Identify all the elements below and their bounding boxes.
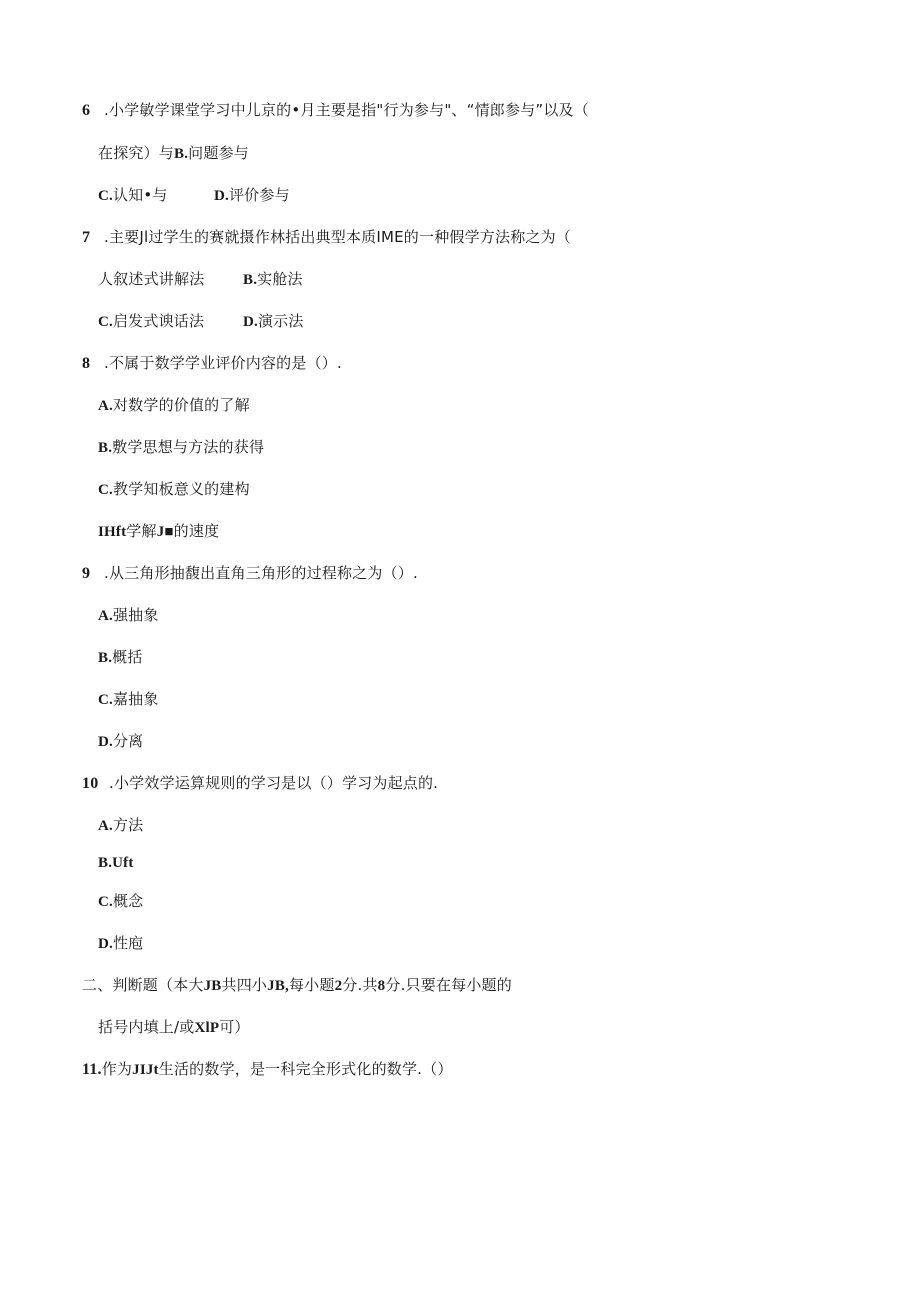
section-heading bbox=[82, 975, 512, 996]
question-number: 9 bbox=[82, 565, 91, 582]
option-text: 对数学的价值的了解 bbox=[112, 396, 250, 414]
option-tag: D. bbox=[214, 188, 229, 204]
question-text: 生活的数学，是一科完全形式化的数学.（） bbox=[158, 1060, 453, 1078]
section-text: 二、判断题（本大 bbox=[82, 976, 204, 994]
question-8-option-d bbox=[98, 521, 219, 542]
question-number: 8 bbox=[82, 355, 91, 372]
section-bold: JB, bbox=[267, 978, 289, 994]
option-tag: A. bbox=[98, 398, 113, 414]
question-bold: JIJt bbox=[132, 1062, 159, 1078]
question-10-option-a bbox=[98, 815, 143, 836]
question-10-option-d bbox=[98, 933, 143, 954]
question-8 bbox=[82, 353, 342, 374]
option-text: 人叙述式讲解法 bbox=[98, 270, 205, 288]
section-bold: 8 bbox=[377, 978, 386, 994]
option-tag: D. bbox=[98, 734, 113, 750]
section-bold: XlP bbox=[194, 1020, 220, 1036]
question-number: 10 bbox=[82, 775, 99, 792]
option-tag: C. bbox=[98, 894, 113, 910]
option-text: 敷学思想与方法的获得 bbox=[112, 438, 265, 456]
question-6-continuation bbox=[98, 143, 249, 164]
option-text: 学解 bbox=[126, 522, 157, 540]
question-8-option-c bbox=[98, 479, 250, 500]
option-text: 问题参与 bbox=[188, 144, 249, 162]
option-text: 启发式谀话法 bbox=[112, 312, 205, 330]
option-tag: C. bbox=[98, 692, 113, 708]
question-text: 作为 bbox=[101, 1060, 133, 1078]
question-9 bbox=[82, 563, 418, 584]
option-tag-2: J■ bbox=[156, 524, 174, 540]
question-9-option-d bbox=[98, 731, 143, 752]
option-text: 方法 bbox=[112, 816, 144, 834]
option-tag: B.Uft bbox=[98, 855, 134, 871]
option-tag: B. bbox=[174, 146, 189, 162]
question-9-option-c bbox=[98, 689, 159, 710]
question-6 bbox=[82, 100, 589, 121]
question-text: .不属于数学学业评价内容的是（）. bbox=[104, 354, 342, 372]
section-text: 分.只要在每小题的 bbox=[385, 976, 512, 994]
section-text: 共四小 bbox=[221, 976, 268, 994]
question-number: 11. bbox=[82, 1061, 102, 1078]
option-tag: B. bbox=[243, 272, 258, 288]
section-text: 分.共 bbox=[342, 976, 378, 994]
question-8-option-a bbox=[98, 395, 250, 416]
option-tag: C. bbox=[98, 314, 113, 330]
question-6-option-d bbox=[214, 185, 290, 206]
question-6-option-c bbox=[98, 185, 168, 206]
question-7-option-b bbox=[243, 269, 303, 290]
section-text: 括号内填上/或 bbox=[98, 1018, 195, 1036]
section-bold: JB bbox=[203, 978, 222, 994]
question-number: 7 bbox=[82, 229, 91, 246]
option-text: 评价参与 bbox=[228, 186, 290, 204]
question-9-option-b bbox=[98, 647, 143, 668]
question-7 bbox=[82, 227, 571, 248]
option-text: 概括 bbox=[112, 648, 143, 666]
option-tag: D. bbox=[98, 936, 113, 952]
option-tag: A. bbox=[98, 818, 113, 834]
option-tag: B. bbox=[98, 650, 113, 666]
option-tag: C. bbox=[98, 188, 113, 204]
option-text: 演示法 bbox=[257, 312, 304, 330]
option-tag: A. bbox=[98, 608, 113, 624]
option-text: 认知•与 bbox=[112, 186, 168, 204]
option-tag: C. bbox=[98, 482, 113, 498]
option-text: 嘉抽象 bbox=[112, 690, 159, 708]
option-text: 性庖 bbox=[112, 934, 144, 952]
question-11 bbox=[82, 1059, 453, 1080]
option-tag: B. bbox=[98, 440, 113, 456]
section-text: 每小题 bbox=[288, 976, 335, 994]
option-tag: D. bbox=[243, 314, 258, 330]
section-text: 可） bbox=[219, 1018, 250, 1036]
option-text: 实舱法 bbox=[257, 270, 303, 288]
question-7-option-a bbox=[98, 269, 204, 289]
question-9-option-a bbox=[98, 605, 159, 626]
question-7-option-d bbox=[243, 311, 304, 332]
question-7-option-c bbox=[98, 311, 204, 332]
option-text: 教学知板意义的建构 bbox=[112, 480, 250, 498]
option-text: 概念 bbox=[112, 892, 144, 910]
section-heading-continuation bbox=[98, 1017, 250, 1038]
option-text-2: 的速度 bbox=[173, 522, 220, 540]
question-10-option-c bbox=[98, 891, 143, 912]
question-text: .主要Jl过学生的赛就摄作林括出典型本质IME的一种假学方法称之为（ bbox=[104, 228, 572, 246]
question-text: .小学敏学课堂学习中儿京的•月主要是指"行为参与"、“情郎参与”以及（ bbox=[104, 101, 589, 119]
continuation-text: 在探究）与 bbox=[98, 144, 175, 162]
option-text: 分离 bbox=[112, 732, 144, 750]
question-10 bbox=[82, 773, 438, 794]
question-8-option-b bbox=[98, 437, 264, 458]
option-tag: IHft bbox=[98, 524, 127, 540]
question-number: 6 bbox=[82, 102, 91, 119]
question-text: .小学效学运算规则的学习是以（）学习为起点的. bbox=[109, 774, 439, 792]
option-text: 强抽象 bbox=[112, 606, 159, 624]
question-text: .从三角形抽馥出直角三角形的过程称之为（）. bbox=[104, 564, 418, 582]
question-10-option-b bbox=[98, 852, 134, 873]
section-bold: 2 bbox=[334, 978, 343, 994]
